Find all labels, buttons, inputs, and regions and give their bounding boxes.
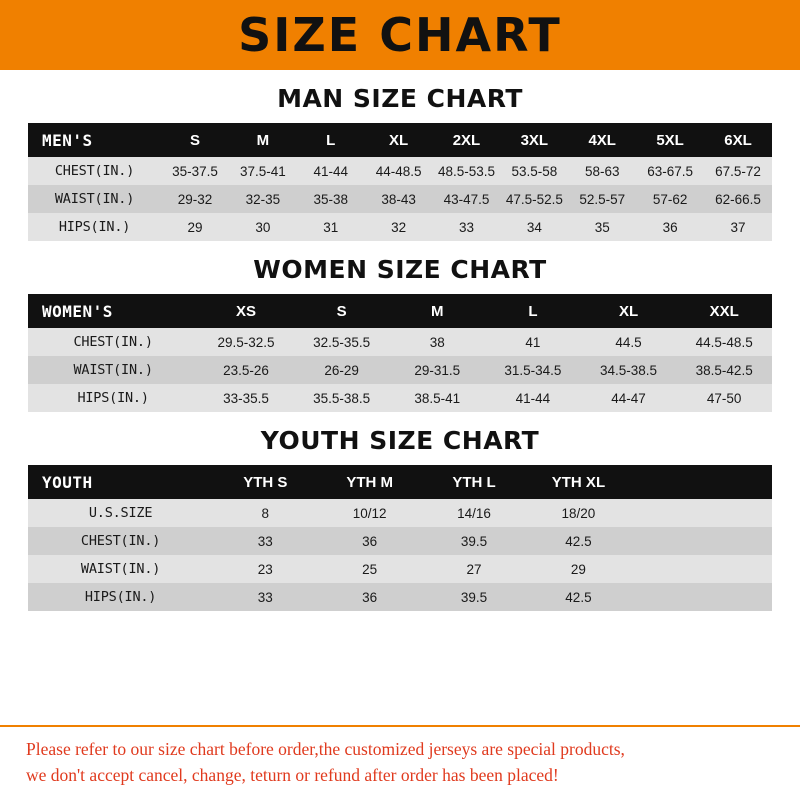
header-cell: M <box>229 123 297 157</box>
data-cell: 63-67.5 <box>636 157 704 185</box>
table-row <box>28 356 772 384</box>
data-cell: 23 <box>213 555 317 583</box>
data-cell: 30 <box>229 213 297 241</box>
header-cell: 6XL <box>704 123 772 157</box>
data-cell: 62-66.5 <box>704 185 772 213</box>
row-label: WAIST(IN.) <box>28 356 198 384</box>
data-cell: 57-62 <box>636 185 704 213</box>
data-cell: 38.5-41 <box>389 384 485 412</box>
data-cell: 48.5-53.5 <box>433 157 501 185</box>
data-cell: 34.5-38.5 <box>581 356 677 384</box>
chart-content <box>0 84 800 611</box>
data-cell: 33 <box>433 213 501 241</box>
data-cell: 39.5 <box>422 583 526 611</box>
data-cell-spacer <box>631 527 772 555</box>
table-man <box>28 123 772 241</box>
data-cell: 36 <box>636 213 704 241</box>
data-cell: 37.5-41 <box>229 157 297 185</box>
data-cell: 44.5-48.5 <box>676 328 772 356</box>
table-row <box>28 384 772 412</box>
footer-line-1: Please refer to our size chart before order,the customized jerseys are special products, <box>26 739 625 760</box>
row-label: WAIST(IN.) <box>28 555 213 583</box>
data-cell: 29 <box>161 213 229 241</box>
table-row <box>28 527 772 555</box>
section-title-women: WOMEN SIZE CHART <box>253 255 547 284</box>
data-cell: 38 <box>389 328 485 356</box>
header-cell: YTH M <box>317 465 421 499</box>
header-cell: L <box>297 123 365 157</box>
data-cell: 32 <box>365 213 433 241</box>
data-cell: 44-48.5 <box>365 157 433 185</box>
data-cell: 43-47.5 <box>433 185 501 213</box>
header-cell: YTH XL <box>526 465 630 499</box>
table-row <box>28 555 772 583</box>
data-cell: 29 <box>526 555 630 583</box>
data-cell: 42.5 <box>526 583 630 611</box>
row-label: CHEST(IN.) <box>28 328 198 356</box>
data-cell: 47.5-52.5 <box>500 185 568 213</box>
data-cell: 34 <box>500 213 568 241</box>
header-cell: M <box>389 294 485 328</box>
data-cell: 41 <box>485 328 581 356</box>
table-header-row <box>28 123 772 157</box>
data-cell: 38-43 <box>365 185 433 213</box>
data-cell: 35-37.5 <box>161 157 229 185</box>
data-cell: 35.5-38.5 <box>294 384 390 412</box>
table-women <box>28 294 772 412</box>
table-row <box>28 499 772 527</box>
data-cell: 14/16 <box>422 499 526 527</box>
data-cell: 18/20 <box>526 499 630 527</box>
data-cell: 39.5 <box>422 527 526 555</box>
header-cell: XS <box>198 294 294 328</box>
header-cell: 2XL <box>433 123 501 157</box>
data-cell: 41-44 <box>297 157 365 185</box>
row-label: CHEST(IN.) <box>28 157 161 185</box>
footer-line-2: we don't accept cancel, change, teturn or refund after order has been placed! <box>26 764 559 785</box>
data-cell: 42.5 <box>526 527 630 555</box>
data-cell: 58-63 <box>568 157 636 185</box>
header-cell: L <box>485 294 581 328</box>
data-cell: 33-35.5 <box>198 384 294 412</box>
data-cell: 29.5-32.5 <box>198 328 294 356</box>
table-header-row <box>28 294 772 328</box>
data-cell: 8 <box>213 499 317 527</box>
data-cell: 33 <box>213 583 317 611</box>
row-label: CHEST(IN.) <box>28 527 213 555</box>
data-cell: 29-31.5 <box>389 356 485 384</box>
header-cell: 3XL <box>500 123 568 157</box>
data-cell: 26-29 <box>294 356 390 384</box>
data-cell: 35 <box>568 213 636 241</box>
data-cell: 32-35 <box>229 185 297 213</box>
header-cell: YTH L <box>422 465 526 499</box>
data-cell: 23.5-26 <box>198 356 294 384</box>
header-cell: XL <box>581 294 677 328</box>
section-youth <box>28 426 772 611</box>
header-cell: XXL <box>676 294 772 328</box>
data-cell: 44.5 <box>581 328 677 356</box>
page-title: SIZE CHART <box>238 8 562 62</box>
data-cell: 38.5-42.5 <box>676 356 772 384</box>
data-cell: 10/12 <box>317 499 421 527</box>
section-women <box>28 255 772 412</box>
table-row <box>28 213 772 241</box>
footer-note <box>0 725 800 800</box>
data-cell: 41-44 <box>485 384 581 412</box>
table-row <box>28 328 772 356</box>
section-title-man: MAN SIZE CHART <box>277 84 523 113</box>
data-cell-spacer <box>631 555 772 583</box>
row-label: U.S.SIZE <box>28 499 213 527</box>
header-cell: S <box>161 123 229 157</box>
table-row <box>28 185 772 213</box>
data-cell: 52.5-57 <box>568 185 636 213</box>
data-cell: 29-32 <box>161 185 229 213</box>
table-youth <box>28 465 772 611</box>
data-cell: 31 <box>297 213 365 241</box>
data-cell-spacer <box>631 499 772 527</box>
data-cell: 44-47 <box>581 384 677 412</box>
data-cell-spacer <box>631 583 772 611</box>
data-cell: 25 <box>317 555 421 583</box>
data-cell: 47-50 <box>676 384 772 412</box>
header-cell: YTH S <box>213 465 317 499</box>
table-header-row <box>28 465 772 499</box>
section-man <box>28 84 772 241</box>
data-cell: 36 <box>317 527 421 555</box>
header-cell: 5XL <box>636 123 704 157</box>
header-cell: WOMEN'S <box>28 294 198 328</box>
header-banner <box>0 0 800 70</box>
data-cell: 37 <box>704 213 772 241</box>
header-cell: XL <box>365 123 433 157</box>
section-title-youth: YOUTH SIZE CHART <box>260 426 540 455</box>
row-label: HIPS(IN.) <box>28 213 161 241</box>
data-cell: 67.5-72 <box>704 157 772 185</box>
header-cell: MEN'S <box>28 123 161 157</box>
row-label: HIPS(IN.) <box>28 583 213 611</box>
header-cell: YOUTH <box>28 465 213 499</box>
table-row <box>28 157 772 185</box>
data-cell: 33 <box>213 527 317 555</box>
row-label: HIPS(IN.) <box>28 384 198 412</box>
data-cell: 27 <box>422 555 526 583</box>
row-label: WAIST(IN.) <box>28 185 161 213</box>
data-cell: 36 <box>317 583 421 611</box>
data-cell: 35-38 <box>297 185 365 213</box>
table-row <box>28 583 772 611</box>
data-cell: 53.5-58 <box>500 157 568 185</box>
header-cell: S <box>294 294 390 328</box>
data-cell: 31.5-34.5 <box>485 356 581 384</box>
data-cell: 32.5-35.5 <box>294 328 390 356</box>
header-cell: 4XL <box>568 123 636 157</box>
header-cell-spacer <box>631 465 772 499</box>
